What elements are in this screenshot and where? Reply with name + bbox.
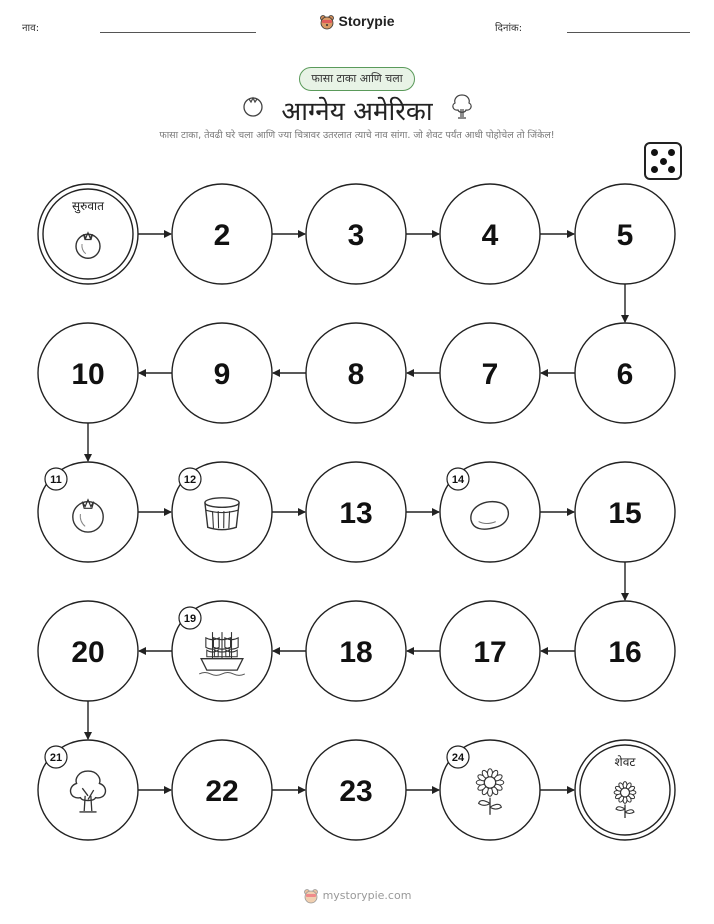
- cell-number: 17: [473, 636, 507, 669]
- board-cell-14[interactable]: [440, 462, 540, 562]
- board-cell-4[interactable]: [440, 184, 540, 284]
- cell-number: 13: [339, 497, 373, 530]
- date-label: दिनांक:: [495, 23, 523, 34]
- brand-name: Storypie: [338, 13, 395, 29]
- cell-number-badge: 19: [183, 613, 197, 625]
- board-cell-13[interactable]: [306, 462, 406, 562]
- cell-number: 10: [71, 358, 105, 391]
- board-cell-1[interactable]: [38, 184, 138, 284]
- cell-number-badge: 21: [49, 752, 63, 764]
- board-cell-5[interactable]: [575, 184, 675, 284]
- cell-number: 4: [481, 219, 499, 252]
- cell-number-badge: 14: [451, 474, 465, 486]
- board-cell-11[interactable]: [38, 462, 138, 562]
- cell-number: 8: [347, 358, 365, 391]
- board-cell-9[interactable]: [172, 323, 272, 423]
- board-cell-23[interactable]: [306, 740, 406, 840]
- start-label: सुरुवात: [72, 199, 104, 213]
- cell-number: 5: [616, 219, 634, 252]
- cell-number: 9: [213, 358, 231, 391]
- board-cell-25[interactable]: [575, 740, 675, 840]
- board-cell-6[interactable]: [575, 323, 675, 423]
- footer-url: mystorypie.com: [322, 889, 412, 902]
- board-cell-3[interactable]: [306, 184, 406, 284]
- instructions-text: फासा टाका, तेवढी घरे चला आणि ज्या चित्रावर उतरलात त्याचे नाव सांगा. जो शेवट पर्यंत आधी पोहोचेल तो जिंकेल!: [159, 130, 555, 141]
- cell-number: 20: [71, 636, 105, 669]
- footer: [0, 888, 714, 904]
- name-label: नाव:: [22, 23, 40, 34]
- board-cell-20[interactable]: [38, 601, 138, 701]
- board-cell-7[interactable]: [440, 323, 540, 423]
- game-type-badge: फासा टाका आणि चला: [299, 67, 415, 91]
- board-cell-22[interactable]: [172, 740, 272, 840]
- cell-number: 7: [481, 358, 499, 391]
- bear-footer-icon: [303, 888, 319, 904]
- finish-label: शेवट: [614, 755, 636, 769]
- cell-number: 2: [213, 219, 231, 252]
- cell-number: 22: [205, 775, 239, 808]
- cell-number: 15: [608, 497, 642, 530]
- cell-number: 18: [339, 636, 373, 669]
- board-cell-15[interactable]: [575, 462, 675, 562]
- board-cell-12[interactable]: [172, 462, 272, 562]
- cell-number-badge: 24: [451, 752, 465, 764]
- cell-number: 16: [608, 636, 642, 669]
- cell-number-badge: 11: [50, 474, 62, 486]
- board-cell-8[interactable]: [306, 323, 406, 423]
- cell-number-badge: 12: [183, 474, 197, 486]
- cell-number: 6: [616, 358, 634, 391]
- board-cell-21[interactable]: [38, 740, 138, 840]
- cell-number: 3: [347, 219, 365, 252]
- board-cell-10[interactable]: [38, 323, 138, 423]
- board-cell-18[interactable]: [306, 601, 406, 701]
- cell-number: 23: [339, 775, 373, 808]
- board-cell-16[interactable]: [575, 601, 675, 701]
- board-cell-17[interactable]: [440, 601, 540, 701]
- board-cell-19[interactable]: [172, 601, 272, 701]
- page-title: आग्नेय अमेरिका: [281, 97, 433, 127]
- board-cell-2[interactable]: [172, 184, 272, 284]
- board-cell-24[interactable]: [440, 740, 540, 840]
